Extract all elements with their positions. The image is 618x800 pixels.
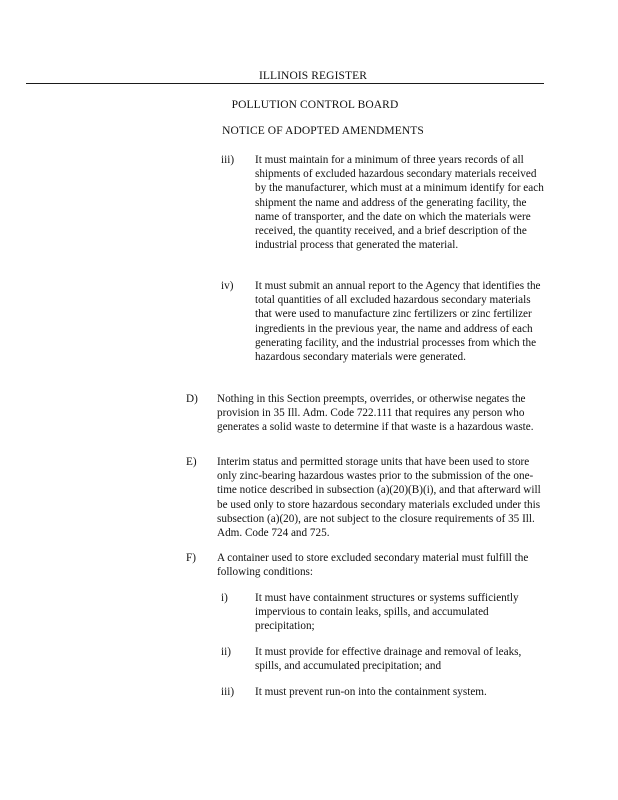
subitem-mark: iii)	[221, 686, 235, 698]
subitem-text: It must maintain for a minimum of three years records of all shipments of excluded hazardous secondary materials received by the manufacturer, which must at a minimum identify for each shipment the name and address of the generating facility, the name of transporter, and the date on which the materials were received, the quantity received, and a brief description of the industrial process that generated the material.	[255, 154, 544, 252]
item-text: A container used to store excluded secondary material must fulfill the following conditions:	[217, 552, 529, 579]
subitem-mark: ii)	[221, 646, 231, 658]
notice-title: NOTICE OF ADOPTED AMENDMENTS	[222, 125, 424, 137]
subitem-text: It must prevent run-on into the containment system.	[255, 686, 487, 698]
item-text: Nothing in this Section preempts, overrides, or otherwise negates the provision in 35 Ill. Adm. Code 722.111 that requires any person who generates a solid waste to determine if that waste is a hazardous waste.	[217, 393, 534, 434]
subitem-text: It must provide for effective drainage and removal of leaks, spills, and accumulated precipitation; and	[255, 646, 522, 673]
subitem-text: It must submit an annual report to the Agency that identifies the total quantities of all excluded hazardous secondary materials that were used to manufacture zinc fertilizers or zinc fertilizer ingredients in the previous year, the name and address of each generating facility, and the industrial processes from which the hazardous secondary materials were generated.	[255, 280, 541, 364]
item-mark: E)	[186, 456, 197, 468]
item-mark: F)	[186, 552, 196, 564]
board-title: POLLUTION CONTROL BOARD	[231, 99, 399, 111]
item-text: Interim status and permitted storage units that have been used to store only zinc-bearing hazardous wastes prior to the submission of the one-time notice described in subsection (a)(20)(B)(i), and that afterward will be used only to store hazardous secondary materials excluded under this subsection (a)(20), are not subject to the closure requirements of 35 Ill. Adm. Code 724 and 725.	[217, 456, 541, 540]
register-title: ILLINOIS REGISTER	[258, 70, 368, 82]
subitem-text: It must have containment structures or systems sufficiently impervious to contain leaks, spills, and accumulated precipitation;	[255, 592, 519, 633]
item-mark: D)	[186, 393, 198, 405]
subitem-mark: iv)	[221, 280, 234, 292]
subitem-mark: i)	[221, 592, 228, 604]
subitem-mark: iii)	[221, 154, 235, 166]
header-rule	[26, 83, 544, 84]
